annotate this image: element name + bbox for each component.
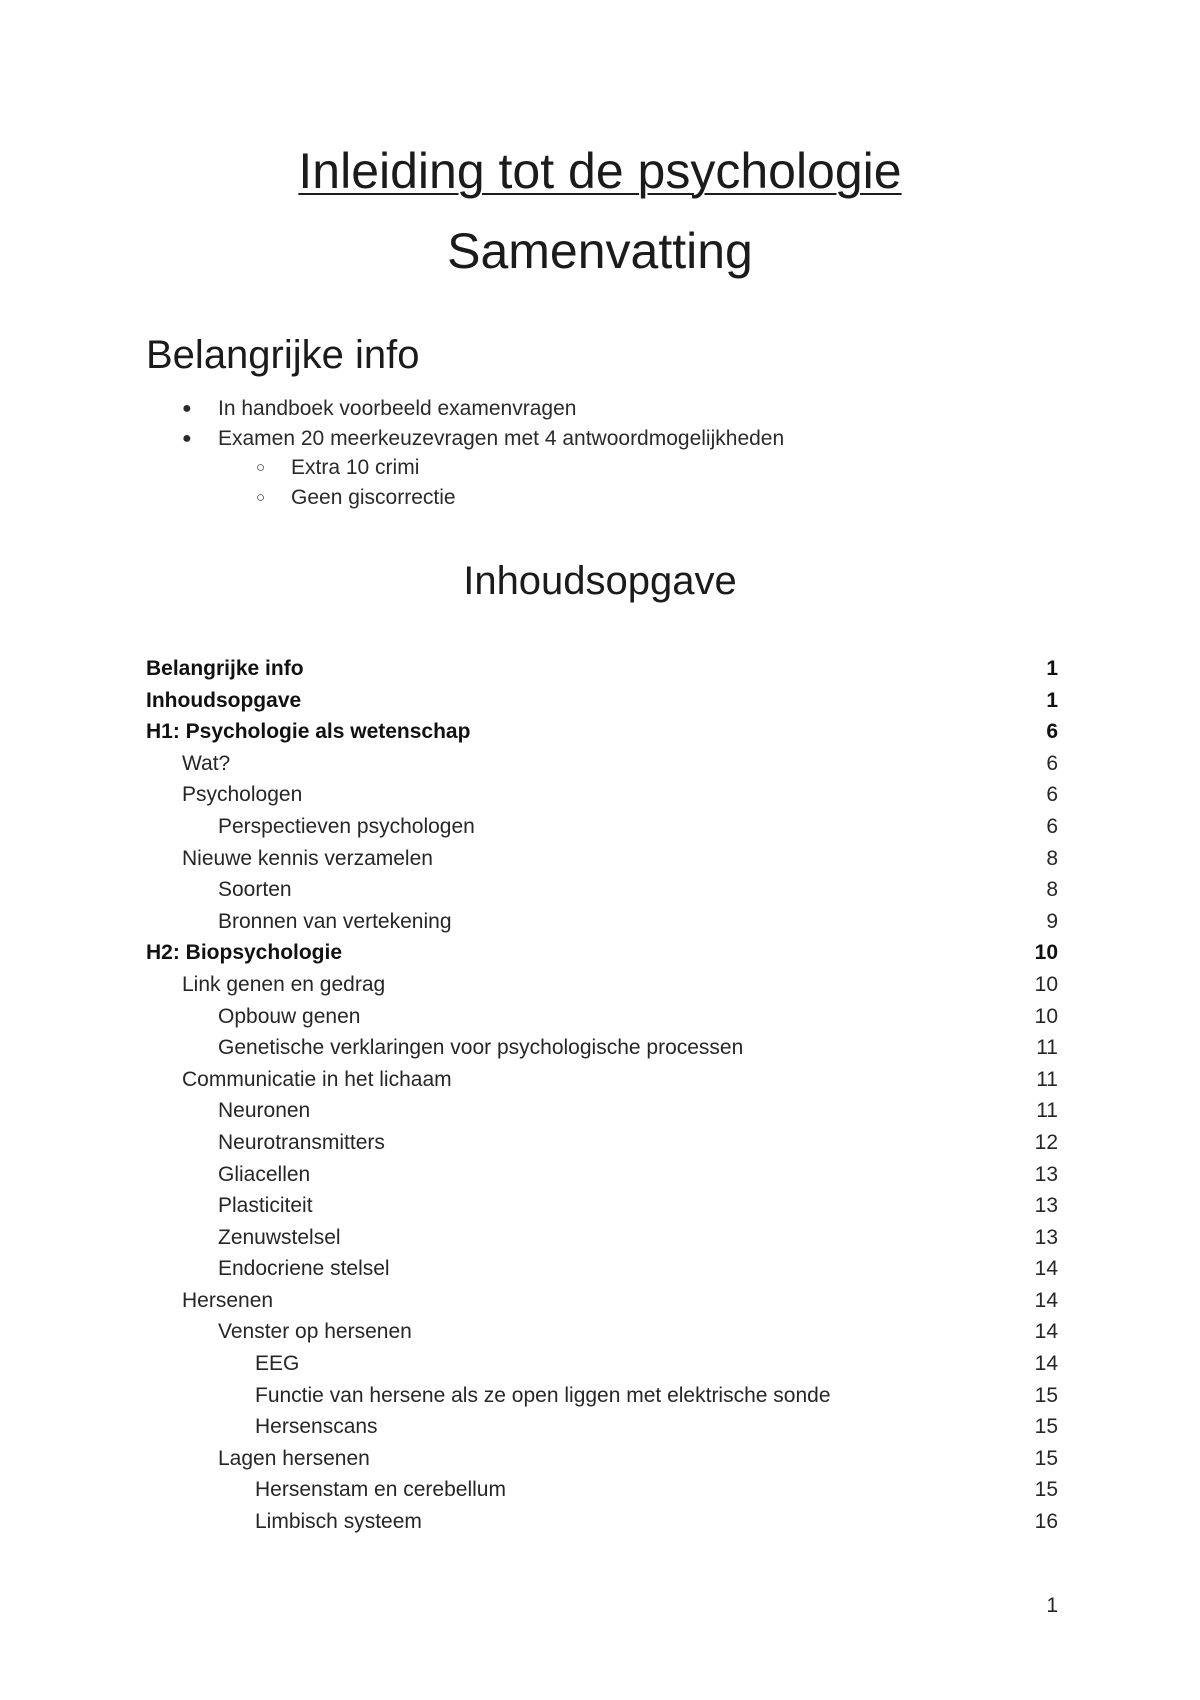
bullet-disc-icon: ● <box>182 400 192 417</box>
toc-entry-page[interactable]: 13 <box>1034 1225 1058 1249</box>
toc-entry-page[interactable]: 15 <box>1034 1478 1058 1502</box>
toc-entry-label[interactable]: Perspectieven psychologen <box>218 814 475 838</box>
toc-entry-page[interactable]: 14 <box>1034 1257 1058 1281</box>
toc-entry-page[interactable]: 12 <box>1034 1130 1058 1154</box>
toc-entry-label[interactable]: Hersenen <box>182 1288 274 1312</box>
toc-entry-label[interactable]: Endocriene stelsel <box>218 1257 390 1281</box>
toc-entry-label[interactable]: Soorten <box>218 878 292 902</box>
toc-entry-page[interactable]: 1 <box>1046 657 1058 680</box>
toc-entry[interactable] <box>146 843 1058 875</box>
info-bullet-text: Geen giscorrectie <box>291 485 456 509</box>
toc-entry-label[interactable]: Neurotransmitters <box>218 1130 385 1154</box>
toc-entry-page[interactable]: 1 <box>1046 688 1058 712</box>
toc-entry-label[interactable]: H1: Psychologie als wetenschap <box>146 720 471 744</box>
info-bullet-item <box>146 424 1046 454</box>
toc-entry-label[interactable]: Functie van hersene als ze open liggen met elektrische sonde <box>255 1383 831 1407</box>
toc-entry[interactable] <box>146 906 1058 938</box>
info-bullet-item <box>146 453 1046 483</box>
toc-entry-page[interactable]: 6 <box>1046 751 1058 775</box>
toc-entry[interactable] <box>146 1285 1058 1317</box>
info-bullet-text: Extra 10 crimi <box>291 456 420 479</box>
toc-entry-page[interactable]: 8 <box>1046 846 1058 870</box>
toc-entry[interactable] <box>146 1190 1058 1222</box>
bullet-circle-icon: ○ <box>256 488 266 506</box>
toc-entry-label[interactable]: Gliacellen <box>218 1162 311 1186</box>
toc-entry-page[interactable]: 8 <box>1046 878 1058 902</box>
toc-entry-page[interactable]: 14 <box>1034 1320 1058 1344</box>
info-heading: Belangrijke info <box>146 333 420 377</box>
toc-entry-label[interactable]: Hersenstam en cerebellum <box>255 1478 506 1502</box>
toc-heading: Inhoudsopgave <box>463 559 737 603</box>
toc-entry[interactable] <box>146 1127 1058 1159</box>
toc-entry[interactable] <box>146 811 1058 843</box>
toc-entry-label[interactable]: Hersenscans <box>255 1415 378 1439</box>
toc-entry-label[interactable]: Communicatie in het lichaam <box>182 1067 452 1091</box>
toc-entry-label[interactable]: Genetische verklaringen voor psychologische processen <box>218 1036 744 1060</box>
toc-entry-page[interactable]: 15 <box>1034 1415 1058 1439</box>
toc-entry[interactable] <box>146 1032 1058 1064</box>
toc-entry[interactable] <box>146 1222 1058 1254</box>
info-bullet-text: Examen 20 meerkeuzevragen met 4 antwoordmogelijkheden <box>218 426 785 450</box>
toc-entry-label[interactable]: Venster op hersenen <box>218 1320 412 1344</box>
toc-entry-page[interactable]: 6 <box>1046 783 1058 807</box>
toc-entry-page[interactable]: 11 <box>1036 1036 1058 1060</box>
toc-entry-page[interactable]: 15 <box>1034 1446 1058 1470</box>
toc-entry-page[interactable]: 14 <box>1034 1288 1058 1312</box>
table-of-contents <box>146 653 1058 1538</box>
toc-entry-label[interactable]: Lagen hersenen <box>218 1446 370 1470</box>
toc-entry-label[interactable]: Belangrijke info <box>146 657 304 680</box>
toc-entry[interactable] <box>146 1474 1058 1506</box>
toc-entry-label[interactable]: Plasticiteit <box>218 1194 313 1218</box>
bullet-circle-icon: ○ <box>256 459 266 476</box>
toc-entry-page[interactable]: 9 <box>1046 909 1058 933</box>
toc-entry-label[interactable]: Nieuwe kennis verzamelen <box>182 846 433 870</box>
toc-entry-page[interactable]: 10 <box>1034 1004 1058 1028</box>
info-bullet-item <box>146 483 1046 513</box>
toc-entry-page[interactable]: 16 <box>1034 1510 1058 1534</box>
toc-entry-page[interactable]: 13 <box>1034 1194 1058 1218</box>
toc-entry[interactable] <box>146 1348 1058 1380</box>
toc-entry-page[interactable]: 6 <box>1046 814 1058 838</box>
toc-entry-label[interactable]: Neuronen <box>218 1099 311 1123</box>
toc-entry-page[interactable]: 6 <box>1046 720 1058 744</box>
toc-entry[interactable] <box>146 969 1058 1001</box>
toc-entry-page[interactable]: 14 <box>1034 1352 1058 1376</box>
toc-entry[interactable] <box>146 874 1058 906</box>
toc-entry-label[interactable]: Wat? <box>182 751 231 775</box>
toc-entry-page[interactable]: 15 <box>1034 1383 1058 1407</box>
info-bullet-text: In handboek voorbeeld examenvragen <box>218 397 577 420</box>
document-subtitle: Samenvatting <box>447 223 753 279</box>
toc-entry-label[interactable]: Bronnen van vertekening <box>218 909 452 933</box>
toc-entry-page[interactable]: 10 <box>1034 941 1058 965</box>
toc-entry-label[interactable]: Limbisch systeem <box>255 1510 422 1534</box>
toc-entry[interactable] <box>146 1064 1058 1096</box>
bullet-disc-icon: ● <box>182 429 192 447</box>
page-number: 1 <box>1046 1594 1058 1617</box>
toc-entry-label[interactable]: Psychologen <box>182 783 303 807</box>
toc-entry[interactable] <box>146 748 1058 780</box>
toc-entry[interactable] <box>146 1159 1058 1191</box>
info-bullet-item <box>146 394 1046 424</box>
toc-entry-page[interactable]: 11 <box>1036 1099 1058 1123</box>
toc-entry[interactable] <box>146 1411 1058 1443</box>
toc-entry[interactable] <box>146 937 1058 969</box>
toc-entry-label[interactable]: H2: Biopsychologie <box>146 941 343 965</box>
toc-entry-page[interactable]: 13 <box>1034 1162 1058 1186</box>
toc-entry-label[interactable]: Opbouw genen <box>218 1004 361 1028</box>
toc-entry-page[interactable]: 10 <box>1034 972 1058 996</box>
document-title: Inleiding tot de psychologie <box>298 143 902 199</box>
toc-entry[interactable] <box>146 1506 1058 1538</box>
toc-entry[interactable] <box>146 685 1058 717</box>
toc-entry[interactable] <box>146 716 1058 748</box>
toc-entry-label[interactable]: Zenuwstelsel <box>218 1225 341 1249</box>
toc-entry[interactable] <box>146 1095 1058 1127</box>
toc-entry-page[interactable]: 11 <box>1036 1067 1058 1091</box>
toc-entry[interactable] <box>146 1001 1058 1033</box>
toc-entry[interactable] <box>146 1253 1058 1285</box>
toc-entry[interactable] <box>146 1380 1058 1412</box>
toc-entry[interactable] <box>146 653 1058 685</box>
toc-entry-label[interactable]: Link genen en gedrag <box>182 972 386 996</box>
toc-entry[interactable] <box>146 1316 1058 1348</box>
toc-entry-label[interactable]: EEG <box>255 1352 300 1376</box>
info-bullet-list <box>146 394 1046 512</box>
toc-entry[interactable] <box>146 779 1058 811</box>
toc-entry-label[interactable]: Inhoudsopgave <box>146 688 302 712</box>
toc-entry[interactable] <box>146 1443 1058 1475</box>
